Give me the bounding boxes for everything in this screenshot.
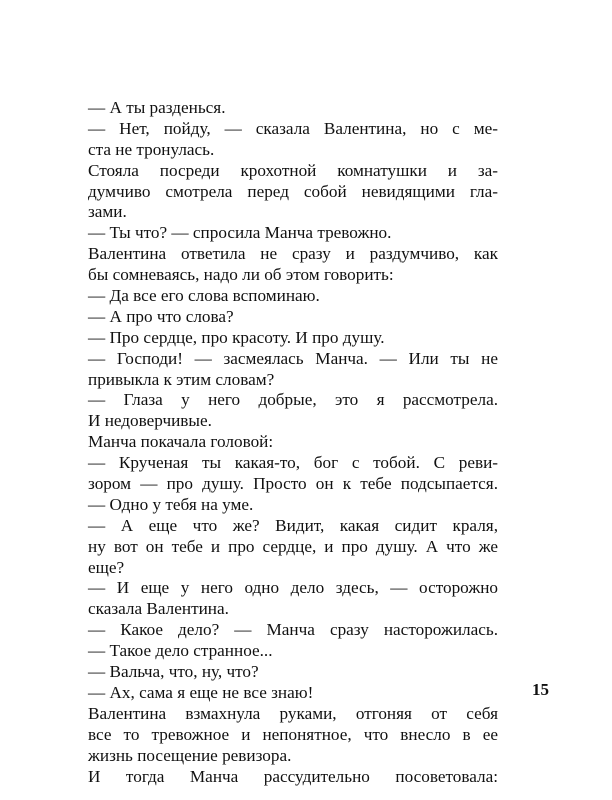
page-number: 15 xyxy=(532,680,549,699)
text-line: еще? xyxy=(88,557,125,577)
text-line: — А ты разденься. xyxy=(88,98,226,117)
text-line: И недоверчивые. xyxy=(88,411,212,431)
text-line: — Господи! — засмеялась Манча. — Или ты не xyxy=(88,348,498,368)
text-line: — Вальча, что, ну, что? xyxy=(88,662,259,682)
text-line: — Ты что? — спросила Манча тревожно. xyxy=(88,223,392,243)
text-line: Манча покачала головой: xyxy=(88,432,274,452)
text-line: Стояла посреди крохотной комнатушки и за- xyxy=(88,160,498,180)
text-line: — Про сердце, про красоту. И про душу. xyxy=(88,327,385,347)
text-line: Валентина взмахнула руками, отгоняя от себя xyxy=(88,703,498,723)
text-line: — Такое дело странное... xyxy=(88,641,273,661)
text-line: думчиво смотрела перед собой невидящими гла- xyxy=(88,181,498,201)
text-line: Валентина ответила не сразу и раздумчиво, как xyxy=(88,244,498,264)
text-line: — Ах, сама я еще не все знаю! xyxy=(88,682,314,702)
text-line: — Одно у тебя на уме. xyxy=(88,494,254,514)
text-line: — Нет, пойду, — сказала Валентина, но с ме- xyxy=(88,118,498,138)
body-text xyxy=(88,98,498,787)
text-line: — И еще у него одно дело здесь, — осторожно xyxy=(88,578,498,598)
text-line: И тогда Манча рассудительно посоветовала: xyxy=(88,766,498,786)
text-line: зами. xyxy=(88,202,127,222)
text-line: — А еще что же? Видит, какая сидит краля, xyxy=(88,515,498,535)
text-line: жизнь посещение ревизора. xyxy=(88,745,292,765)
text-line: — Крученая ты какая-то, бог с тобой. С реви- xyxy=(88,453,498,473)
text-line: ну вот он тебе и про сердце, и про душу. А что же xyxy=(88,536,498,556)
text-line: — Глаза у него добрые, это я рассмотрела. xyxy=(88,390,498,410)
text-line: ста не тронулась. xyxy=(88,139,215,159)
text-line: — Какое дело? — Манча сразу насторожилась. xyxy=(88,620,498,640)
text-line: привыкла к этим словам? xyxy=(88,369,275,389)
text-line: сказала Валентина. xyxy=(88,599,229,619)
text-line: — А про что слова? xyxy=(88,306,234,326)
text-line: зором — про душу. Просто он к тебе подсыпается. xyxy=(88,474,498,494)
text-line: все то тревожное и непонятное, что внесло в ее xyxy=(88,724,498,744)
text-line: бы сомневаясь, надо ли об этом говорить: xyxy=(88,265,394,285)
text-line: — Да все его слова вспоминаю. xyxy=(88,286,320,306)
